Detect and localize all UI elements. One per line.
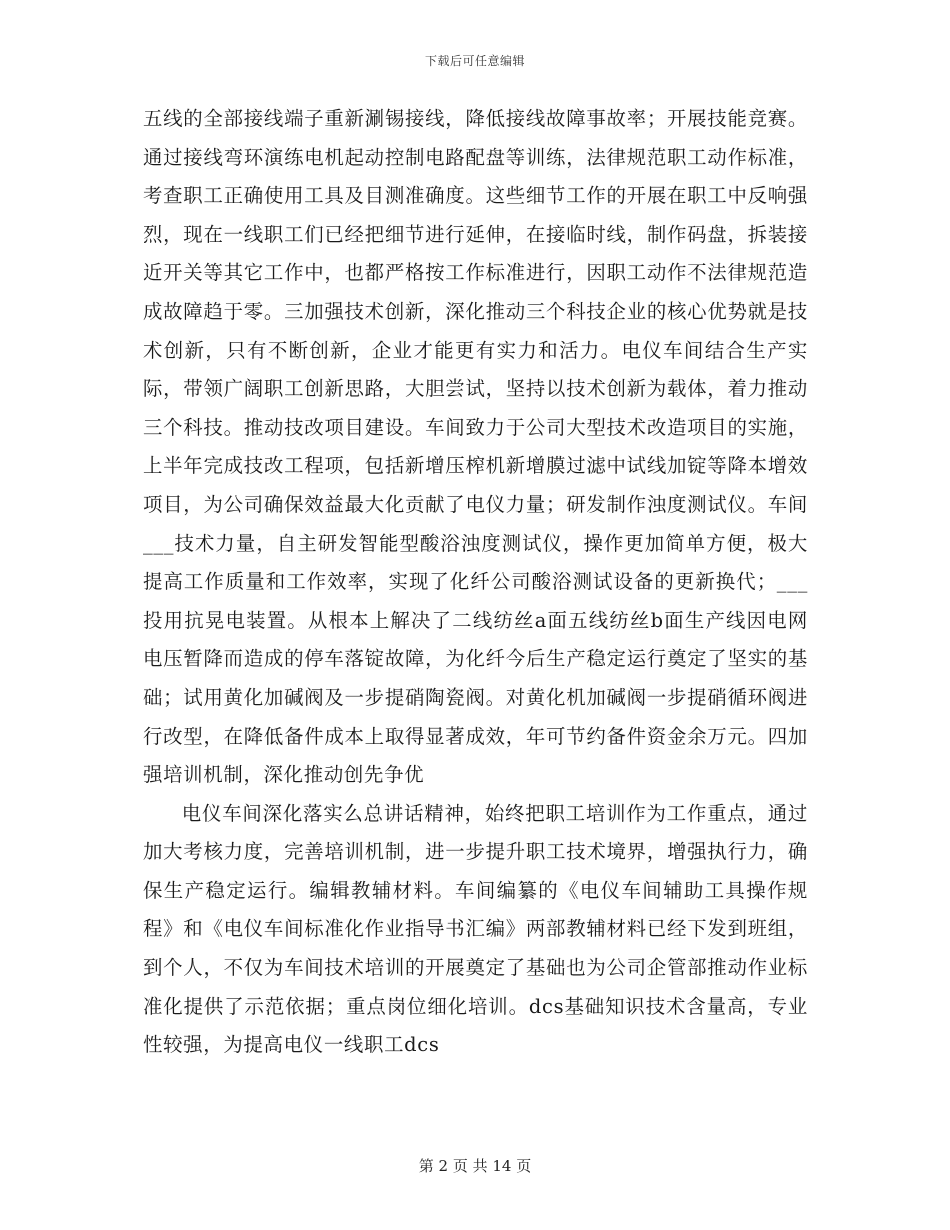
page-number-footer: 第 2 页 共 14 页 [418, 1157, 532, 1175]
paragraph-2: 电仪车间深化落实么总讲话精神，始终把职工培训作为工作重点，通过加大考核力度，完善培训机制，进一步提升职工技术境界，增强执行力，确保生产稳定运行。编辑教辅材料。车间编纂的《电仪车间辅助工具操作规程》和《电仪车间标准化作业指导书汇编》两部教辅材料已经下发到班组，到个人，不仅为车间技术培训的开展奠定了基础也为公司企管部推动作业标准化提供了示范依据；重点岗位细化培训。dcs基础知识技术含量高，专业性较强，为提高电仪一线职工dcs [143, 801, 808, 1057]
document-body [143, 100, 808, 1065]
paragraph-1: 五线的全部接线端子重新涮锡接线，降低接线故障事故率；开展技能竞赛。通过接线弯环演练电机起动控制电路配盘等训练，法律规范职工动作标准，考查职工正确使用工具及目测准确度。这些细节工作的开展在职工中反响强烈，现在一线职工们已经把细节进行延伸，在接临时线，制作码盘，拆装接近开关等其它工作中，也都严格按工作标准进行，因职工动作不法律规范造成故障趋于零。三加强技术创新，深化推动三个科技企业的核心优势就是技术创新，只有不断创新，企业才能更有实力和活力。电仪车间结合生产实际，带领广阔职工创新思路，大胆尝试，坚持以技术创新为载体，着力推动三个科技。推动技改项目建设。车间致力于公司大型技术改造项目的实施，上半年完成技改工程项，包括新增压榨机新增膜过滤中试线加锭等降本增效项目，为公司确保效益最大化贡献了电仪力量；研发制作浊度测试仪。车间___技术力量，自主研发智能型酸浴浊度测试仪，操作更加简单方便，极大提高工作质量和工作效率，实现了化纤公司酸浴测试设备的更新换代；___投用抗晃电装置。从根本上解决了二线纺丝a面五线纺丝b面生产线因电网电压暂降而造成的停车落锭故障，为化纤今后生产稳定运行奠定了坚实的基础；试用黄化加碱阀及一步提硝陶瓷阀。对黄化机加碱阀一步提硝循环阀进行改型，在降低备件成本上取得显著成效，年可节约备件资金余万元。四加强培训机制，深化推动创先争优 [143, 107, 808, 787]
page-header: 下载后可任意编辑 [424, 54, 525, 68]
